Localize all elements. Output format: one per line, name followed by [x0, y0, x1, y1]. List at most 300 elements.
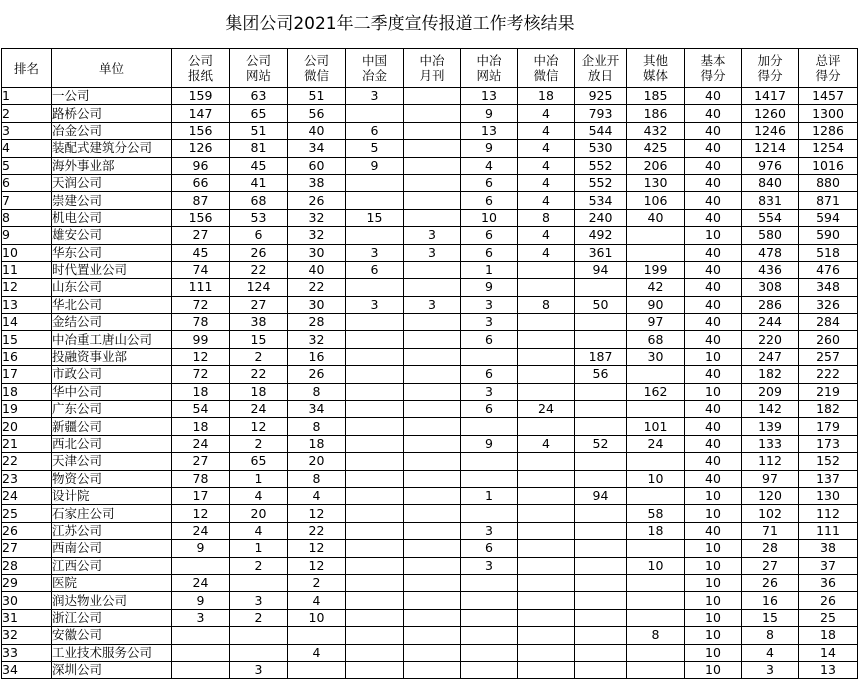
score-cell: [172, 557, 230, 574]
score-cell: 1417: [742, 88, 799, 105]
score-cell: 51: [288, 88, 346, 105]
score-cell: 40: [685, 105, 742, 122]
score-cell: [346, 331, 404, 348]
rank-cell: 11: [2, 261, 52, 278]
score-cell: [627, 592, 685, 609]
score-cell: 4: [288, 487, 346, 504]
score-cell: 126: [172, 140, 230, 157]
score-cell: [575, 540, 627, 557]
score-cell: 34: [288, 401, 346, 418]
score-cell: [575, 592, 627, 609]
score-cell: [518, 279, 575, 296]
score-cell: [404, 487, 461, 504]
score-cell: 28: [742, 540, 799, 557]
rank-cell: 13: [2, 296, 52, 313]
score-cell: [627, 453, 685, 470]
score-cell: 40: [627, 209, 685, 226]
score-cell: [575, 505, 627, 522]
table-row: [2, 661, 858, 678]
score-cell: [518, 261, 575, 278]
score-cell: [518, 522, 575, 539]
score-cell: [518, 470, 575, 487]
score-cell: 24: [230, 401, 288, 418]
score-cell: 27: [742, 557, 799, 574]
score-cell: 18: [288, 435, 346, 452]
header-row: [2, 49, 858, 88]
rank-cell: 20: [2, 418, 52, 435]
score-cell: [518, 540, 575, 557]
score-cell: [346, 470, 404, 487]
score-cell: 26: [288, 366, 346, 383]
score-cell: 4: [518, 105, 575, 122]
score-cell: 139: [742, 418, 799, 435]
table-row: [2, 505, 858, 522]
score-cell: [575, 609, 627, 626]
score-cell: [518, 366, 575, 383]
score-cell: 9: [461, 105, 518, 122]
score-cell: 1260: [742, 105, 799, 122]
score-cell: [346, 627, 404, 644]
score-cell: 40: [685, 453, 742, 470]
table-row: [2, 296, 858, 313]
score-cell: 56: [575, 366, 627, 383]
rank-cell: 7: [2, 192, 52, 209]
score-cell: 58: [627, 505, 685, 522]
unit-name-cell: 华北公司: [52, 296, 172, 313]
score-cell: 9: [461, 140, 518, 157]
table-row: [2, 140, 858, 157]
unit-name-cell: 机电公司: [52, 209, 172, 226]
table-row: [2, 644, 858, 661]
score-cell: [404, 174, 461, 191]
score-cell: [575, 574, 627, 591]
score-cell: 222: [799, 366, 858, 383]
score-cell: [461, 661, 518, 678]
unit-name-cell: 一公司: [52, 88, 172, 105]
rank-cell: 19: [2, 401, 52, 418]
score-cell: 4: [288, 644, 346, 661]
score-cell: [404, 331, 461, 348]
score-cell: [575, 627, 627, 644]
score-cell: [404, 140, 461, 157]
score-cell: 8: [627, 627, 685, 644]
score-cell: 156: [172, 209, 230, 226]
score-cell: 10: [685, 227, 742, 244]
score-cell: [518, 557, 575, 574]
score-cell: [404, 279, 461, 296]
score-cell: 1214: [742, 140, 799, 157]
score-cell: 102: [742, 505, 799, 522]
score-cell: [404, 470, 461, 487]
unit-name-cell: 金结公司: [52, 314, 172, 331]
rank-cell: 9: [2, 227, 52, 244]
score-cell: 4: [288, 592, 346, 609]
score-cell: 10: [685, 644, 742, 661]
score-cell: 159: [172, 88, 230, 105]
score-cell: [404, 627, 461, 644]
unit-name-cell: 广东公司: [52, 401, 172, 418]
score-cell: 16: [288, 348, 346, 365]
results-table: [1, 48, 858, 679]
rank-cell: 33: [2, 644, 52, 661]
score-cell: 27: [172, 453, 230, 470]
score-cell: [461, 627, 518, 644]
score-cell: 13: [461, 88, 518, 105]
score-cell: 45: [230, 157, 288, 174]
score-cell: 260: [799, 331, 858, 348]
score-cell: 26: [799, 592, 858, 609]
score-cell: [346, 540, 404, 557]
score-cell: 6: [461, 227, 518, 244]
score-cell: 53: [230, 209, 288, 226]
unit-name-cell: 江西公司: [52, 557, 172, 574]
score-cell: 36: [799, 574, 858, 591]
unit-name-cell: 中冶重工唐山公司: [52, 331, 172, 348]
score-cell: 10: [685, 557, 742, 574]
score-cell: [575, 314, 627, 331]
column-header: 中国 冶金: [346, 49, 404, 88]
column-header: 基本 得分: [685, 49, 742, 88]
score-cell: 32: [288, 209, 346, 226]
score-cell: [404, 105, 461, 122]
score-cell: 10: [685, 348, 742, 365]
score-cell: 40: [685, 522, 742, 539]
score-cell: [346, 105, 404, 122]
rank-cell: 23: [2, 470, 52, 487]
score-cell: 1254: [799, 140, 858, 157]
score-cell: 142: [742, 401, 799, 418]
score-cell: 831: [742, 192, 799, 209]
score-cell: 10: [685, 487, 742, 504]
table-row: [2, 470, 858, 487]
rank-cell: 15: [2, 331, 52, 348]
score-cell: 111: [172, 279, 230, 296]
score-cell: 40: [685, 279, 742, 296]
score-cell: 4: [742, 644, 799, 661]
score-cell: [461, 574, 518, 591]
score-cell: 219: [799, 383, 858, 400]
score-cell: 18: [230, 383, 288, 400]
score-cell: 72: [172, 296, 230, 313]
score-cell: 4: [230, 487, 288, 504]
score-cell: 15: [230, 331, 288, 348]
unit-name-cell: 工业技术服务公司: [52, 644, 172, 661]
score-cell: [404, 644, 461, 661]
score-cell: [461, 348, 518, 365]
score-cell: 544: [575, 122, 627, 139]
table-row: [2, 209, 858, 226]
score-cell: [404, 401, 461, 418]
unit-name-cell: 市政公司: [52, 366, 172, 383]
score-cell: 87: [172, 192, 230, 209]
score-cell: 30: [288, 244, 346, 261]
rank-cell: 32: [2, 627, 52, 644]
score-cell: [172, 627, 230, 644]
rank-cell: 28: [2, 557, 52, 574]
score-cell: 976: [742, 157, 799, 174]
score-cell: 45: [172, 244, 230, 261]
score-cell: 3: [346, 244, 404, 261]
score-cell: [518, 505, 575, 522]
score-cell: 24: [172, 435, 230, 452]
column-header: 总评 得分: [799, 49, 858, 88]
score-cell: [575, 522, 627, 539]
unit-name-cell: 雄安公司: [52, 227, 172, 244]
score-cell: 41: [230, 174, 288, 191]
score-cell: [346, 366, 404, 383]
score-cell: [518, 609, 575, 626]
score-cell: 425: [627, 140, 685, 157]
score-cell: 284: [799, 314, 858, 331]
score-cell: 840: [742, 174, 799, 191]
score-cell: 2: [230, 557, 288, 574]
score-cell: [404, 453, 461, 470]
score-cell: [346, 227, 404, 244]
score-cell: 590: [799, 227, 858, 244]
score-cell: 22: [230, 261, 288, 278]
score-cell: 6: [461, 366, 518, 383]
score-cell: [346, 174, 404, 191]
score-cell: 30: [627, 348, 685, 365]
table-row: [2, 366, 858, 383]
rank-cell: 12: [2, 279, 52, 296]
rank-cell: 1: [2, 88, 52, 105]
rank-cell: 14: [2, 314, 52, 331]
score-cell: [518, 644, 575, 661]
score-cell: 24: [172, 522, 230, 539]
score-cell: 6: [461, 244, 518, 261]
score-cell: 22: [230, 366, 288, 383]
score-cell: 518: [799, 244, 858, 261]
score-cell: 27: [172, 227, 230, 244]
score-cell: [346, 487, 404, 504]
score-cell: [404, 661, 461, 678]
score-cell: 10: [685, 574, 742, 591]
column-header: 中冶 网站: [461, 49, 518, 88]
score-cell: 13: [461, 122, 518, 139]
score-cell: 186: [627, 105, 685, 122]
score-cell: 40: [685, 88, 742, 105]
column-header: 公司 网站: [230, 49, 288, 88]
score-cell: 51: [230, 122, 288, 139]
score-cell: 880: [799, 174, 858, 191]
score-cell: [518, 418, 575, 435]
score-cell: [575, 331, 627, 348]
score-cell: 42: [627, 279, 685, 296]
unit-name-cell: 设计院: [52, 487, 172, 504]
score-cell: [575, 279, 627, 296]
score-cell: [404, 366, 461, 383]
score-cell: 10: [685, 383, 742, 400]
score-cell: [518, 314, 575, 331]
score-cell: [230, 574, 288, 591]
column-header: 中冶 月刊: [404, 49, 461, 88]
score-cell: [288, 661, 346, 678]
score-cell: 9: [346, 157, 404, 174]
unit-name-cell: 冶金公司: [52, 122, 172, 139]
score-cell: 15: [742, 609, 799, 626]
rank-cell: 22: [2, 453, 52, 470]
score-cell: 530: [575, 140, 627, 157]
score-cell: 9: [172, 592, 230, 609]
score-cell: 12: [230, 418, 288, 435]
score-cell: 130: [799, 487, 858, 504]
score-cell: 54: [172, 401, 230, 418]
score-cell: 3: [742, 661, 799, 678]
score-cell: 286: [742, 296, 799, 313]
score-cell: 94: [575, 487, 627, 504]
score-cell: 6: [346, 261, 404, 278]
score-cell: [575, 557, 627, 574]
score-cell: 257: [799, 348, 858, 365]
unit-name-cell: 海外事业部: [52, 157, 172, 174]
score-cell: [575, 383, 627, 400]
score-cell: [627, 244, 685, 261]
rank-cell: 26: [2, 522, 52, 539]
score-cell: 492: [575, 227, 627, 244]
score-cell: 793: [575, 105, 627, 122]
score-cell: 99: [172, 331, 230, 348]
score-cell: 187: [575, 348, 627, 365]
score-cell: [346, 505, 404, 522]
score-cell: 240: [575, 209, 627, 226]
score-cell: 24: [518, 401, 575, 418]
unit-name-cell: 润达物业公司: [52, 592, 172, 609]
score-cell: 16: [742, 592, 799, 609]
rank-cell: 5: [2, 157, 52, 174]
score-cell: 552: [575, 174, 627, 191]
table-row: [2, 418, 858, 435]
score-cell: 3: [461, 383, 518, 400]
score-cell: 94: [575, 261, 627, 278]
score-cell: 18: [172, 418, 230, 435]
score-cell: 40: [685, 331, 742, 348]
score-cell: 552: [575, 157, 627, 174]
table-row: [2, 244, 858, 261]
score-cell: 18: [518, 88, 575, 105]
unit-name-cell: 浙江公司: [52, 609, 172, 626]
score-cell: [404, 592, 461, 609]
score-cell: 1246: [742, 122, 799, 139]
score-cell: 3: [346, 88, 404, 105]
score-cell: 1286: [799, 122, 858, 139]
rank-cell: 30: [2, 592, 52, 609]
score-cell: [627, 366, 685, 383]
score-cell: 247: [742, 348, 799, 365]
score-cell: 38: [799, 540, 858, 557]
score-cell: [346, 192, 404, 209]
score-cell: 40: [288, 261, 346, 278]
score-cell: [230, 644, 288, 661]
score-cell: 12: [288, 505, 346, 522]
score-cell: [346, 609, 404, 626]
table-row: [2, 348, 858, 365]
table-row: [2, 383, 858, 400]
score-cell: 97: [742, 470, 799, 487]
score-cell: [518, 383, 575, 400]
score-cell: 72: [172, 366, 230, 383]
rank-cell: 27: [2, 540, 52, 557]
score-cell: [404, 122, 461, 139]
rank-cell: 6: [2, 174, 52, 191]
score-cell: [230, 627, 288, 644]
score-cell: 156: [172, 122, 230, 139]
score-cell: [288, 627, 346, 644]
score-cell: 478: [742, 244, 799, 261]
score-cell: 106: [627, 192, 685, 209]
score-cell: 9: [461, 435, 518, 452]
score-cell: 3: [461, 522, 518, 539]
score-cell: 2: [230, 435, 288, 452]
unit-name-cell: 装配式建筑分公司: [52, 140, 172, 157]
score-cell: 4: [518, 192, 575, 209]
score-cell: 1300: [799, 105, 858, 122]
table-row: [2, 592, 858, 609]
table-row: [2, 314, 858, 331]
score-cell: 40: [685, 244, 742, 261]
score-cell: [404, 314, 461, 331]
score-cell: [461, 453, 518, 470]
score-cell: 124: [230, 279, 288, 296]
score-cell: [346, 661, 404, 678]
score-cell: 40: [685, 314, 742, 331]
score-cell: 3: [461, 314, 518, 331]
score-cell: 199: [627, 261, 685, 278]
score-cell: 12: [288, 540, 346, 557]
score-cell: 348: [799, 279, 858, 296]
score-cell: 12: [288, 557, 346, 574]
score-cell: 130: [627, 174, 685, 191]
score-cell: [346, 522, 404, 539]
score-cell: [346, 401, 404, 418]
score-cell: [346, 557, 404, 574]
unit-name-cell: 医院: [52, 574, 172, 591]
score-cell: 71: [742, 522, 799, 539]
score-cell: 580: [742, 227, 799, 244]
score-cell: 4: [518, 157, 575, 174]
score-cell: 10: [685, 592, 742, 609]
score-cell: 162: [627, 383, 685, 400]
unit-name-cell: 安徽公司: [52, 627, 172, 644]
score-cell: 18: [172, 383, 230, 400]
score-cell: 436: [742, 261, 799, 278]
column-header: 公司 报纸: [172, 49, 230, 88]
score-cell: [627, 540, 685, 557]
score-cell: 12: [172, 505, 230, 522]
score-cell: 40: [685, 470, 742, 487]
unit-name-cell: 西北公司: [52, 435, 172, 452]
score-cell: 10: [685, 661, 742, 678]
score-cell: [404, 505, 461, 522]
score-cell: 3: [346, 296, 404, 313]
score-cell: 8: [288, 470, 346, 487]
score-cell: 9: [172, 540, 230, 557]
score-cell: 40: [685, 174, 742, 191]
score-cell: 185: [627, 88, 685, 105]
score-cell: 68: [627, 331, 685, 348]
score-cell: 220: [742, 331, 799, 348]
score-cell: 2: [230, 348, 288, 365]
score-cell: [172, 661, 230, 678]
score-cell: 101: [627, 418, 685, 435]
table-row: [2, 227, 858, 244]
score-cell: 1457: [799, 88, 858, 105]
score-cell: 3: [230, 592, 288, 609]
score-cell: 96: [172, 157, 230, 174]
score-cell: 4: [518, 140, 575, 157]
table-row: [2, 157, 858, 174]
score-cell: 6: [461, 401, 518, 418]
